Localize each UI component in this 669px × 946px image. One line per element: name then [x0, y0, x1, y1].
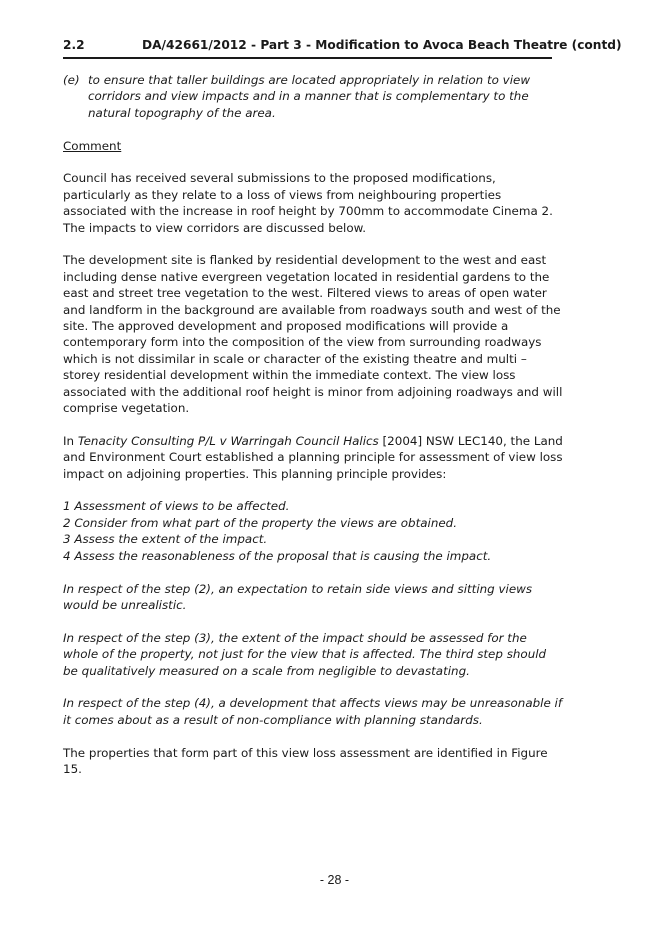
list-item: 4 Assess the reasonableness of the proposal that is causing the impact. [63, 548, 492, 563]
comment-heading: Comment [63, 138, 122, 153]
principle-steps-list [63, 498, 563, 564]
paragraph-closing: The properties that form part of this view loss assessment are identified in Figure 15. [63, 745, 548, 776]
page-header [63, 37, 622, 59]
paragraph-planning-principle: In Tenacity Consulting P/L v Warringah Council Halics [2004] NSW LEC140, the Land and Environment Court established a planning principle for assessment of view loss impact on adjoining properties. This planning principle provides: [63, 433, 563, 481]
document-body [63, 72, 563, 794]
item-label: (e) [63, 73, 80, 87]
list-item: 3 Assess the extent of the impact. [63, 532, 268, 547]
paragraph-submissions: Council has received several submissions to the proposed modifications, particularly as they relate to a loss of views from neighbouring properties associated with the increase in roof height by 700mm to accommodate Cinema 2. The impacts to view corridors are discussed below. [63, 171, 553, 235]
list-item: 1 Assessment of views to be affected. [63, 499, 290, 514]
item-text: to ensure that taller buildings are located appropriately in relation to view corridors and view impacts and in a manner that is complementary to the natural topography of the area. [88, 73, 531, 120]
paragraph-step-4: In respect of the step (4), a development that affects views may be unreasonable if it comes about as a result of non-compliance with planning standards. [63, 696, 563, 727]
paragraph-step-2: In respect of the step (2), an expectation to retain side views and sitting views would be unrealistic. [63, 581, 533, 612]
section-number: 2.2 [63, 38, 85, 52]
list-item: 2 Consider from what part of the property the views are obtained. [63, 515, 458, 530]
paragraph-site-context: The development site is flanked by residential development to the west and east including dense native evergreen vegetation located in residential gardens to the east and street tree vegetation to the west. Filtered views to areas of open water and landform in the background are available from roadways south and west of the site. The approved development and proposed modifications will provide a contemporary form into the composition of the view from surrounding roadways which is not dissimilar in scale or character of the existing theatre and multi – storey residential development within the immediate context. The view loss associated with the additional roof height is minor from adjoining roadways and will comprise vegetation. [63, 253, 563, 416]
header-title: DA/42661/2012 - Part 3 - Modification to Avoca Beach Theatre (contd) [142, 38, 622, 52]
paragraph-step-3: In respect of the step (3), the extent of the impact should be assessed for the whole of the property, not just for the view that is affected. The third step should be qualitatively measured on a scale from negligible to devastating. [63, 630, 547, 678]
objective-item-e [63, 72, 563, 121]
case-citation: Tenacity Consulting P/L v Warringah Council Halics [77, 433, 379, 448]
page-number: - 28 - [319, 873, 350, 887]
